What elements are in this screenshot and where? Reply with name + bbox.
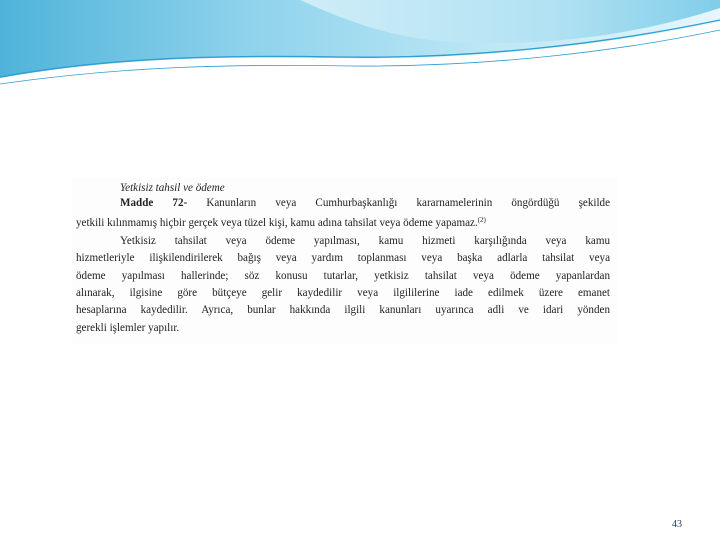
document-excerpt-image xyxy=(72,178,618,344)
paragraph-1-line-2 xyxy=(76,212,610,232)
header-banner-decoration xyxy=(0,0,720,90)
page-number: 43 xyxy=(672,519,682,530)
article-number: Madde 72- xyxy=(120,197,188,209)
section-heading: Yetkisiz tahsil ve ödeme xyxy=(120,182,225,194)
paragraph-1-line-1-text: Kanunların veya Cumhurbaşkanlığı kararnamelerinin öngördüğü şekilde xyxy=(206,197,611,209)
paragraph-2-line-2: hizmetleriyle ilişkilendirilerek bağış veya yardım toplanması veya başka adlarla tahsilat veya xyxy=(76,252,610,265)
paragraph-2-line-3: ödeme yapılması hallerinde; söz konusu tutarlar, yetkisiz tahsilat veya ödeme yapanlardan xyxy=(76,269,610,282)
paragraph-1-line-1 xyxy=(76,195,610,212)
footnote-mark: (2) xyxy=(477,216,486,225)
paragraph-2-line-1: Yetkisiz tahsilat veya ödeme yapılması, kamu hizmeti karşılığında veya kamu xyxy=(120,234,610,247)
paragraph-2-line-5: hesaplarına kaydedilir. Ayrıca, bunlar hakkında ilgili kanunları uyarınca adli ve idari yönden xyxy=(76,304,610,317)
paragraph-2-line-4: alınarak, ilgisine göre bütçeye gelir kaydedilir veya ilgililerine iade edilmek üzere emanet xyxy=(76,287,610,300)
paragraph-1-line-2-text: yetkili kılınmamış hiçbir gerçek veya tüzel kişi, kamu adına tahsilat veya ödeme yapamaz. xyxy=(76,217,478,230)
paragraph-2-line-6: gerekli işlemler yapılır. xyxy=(76,321,180,334)
